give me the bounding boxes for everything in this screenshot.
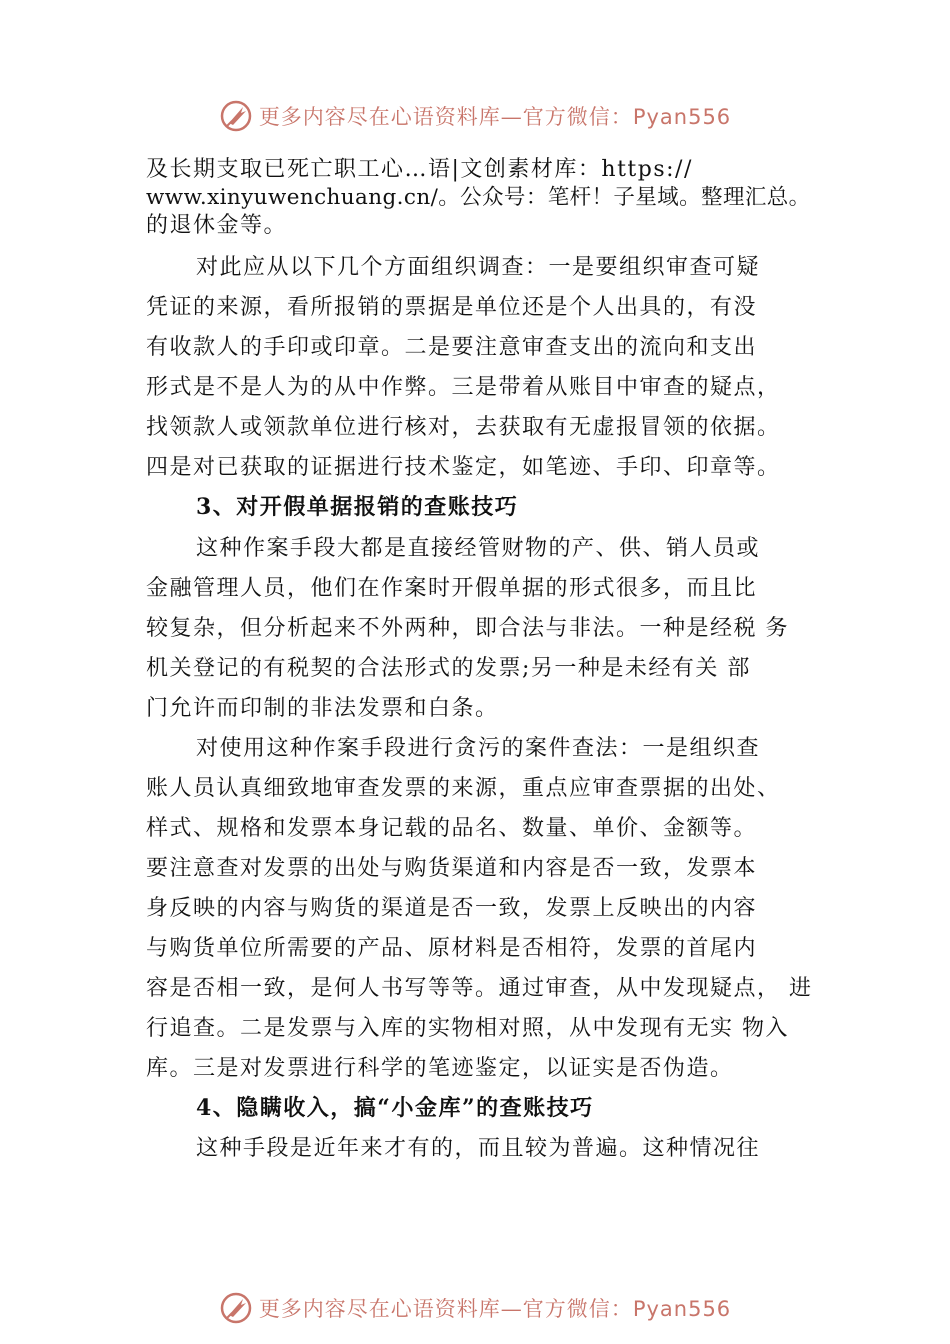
text-line: 找领款人或领款单位进行核对，去获取有无虚报冒领的依据。	[146, 415, 781, 440]
text-line: 门允许而印制的非法发票和白条。	[146, 696, 499, 721]
banner-text: 更多内容尽在心语资料库—官方微信：Pyan556	[258, 105, 732, 129]
text-line: 行追查。二是发票与入库的实物相对照，从中发现有无实 物入	[146, 1016, 789, 1041]
paragraph-line: 这种手段是近年来才有的，而且较为普遍。这种情况往	[196, 1136, 761, 1161]
text-line: 样式、规格和发票本身记载的品名、数量、单价、金额等。	[146, 816, 758, 841]
text-line: 四是对已获取的证据进行技术鉴定，如笔迹、手印、印章等。	[146, 455, 781, 480]
text-line: 的退休金等。	[146, 213, 288, 238]
text-line: 与购货单位所需要的产品、原材料是否相符，发票的首尾内	[146, 936, 758, 961]
quill-logo-icon	[219, 1291, 253, 1325]
text-line: 凭证的来源，看所报销的票据是单位还是个人出具的，有没	[146, 295, 758, 320]
paragraph-line: 这种作案手段大都是直接经管财物的产、供、销人员或	[196, 536, 761, 561]
banner-text: 更多内容尽在心语资料库—官方微信：Pyan556	[258, 1297, 732, 1321]
wechat-id: Pyan556	[632, 105, 732, 129]
text-line: www.xinyuwenchuang.cn/。公众号：笔杆！子星域。整理汇总。	[146, 185, 811, 210]
paragraph-line: 对此应从以下几个方面组织调查：一是要组织审查可疑	[196, 255, 761, 280]
wechat-id: Pyan556	[632, 1297, 732, 1321]
text-line: 容是否相一致，是何人书写等等。通过审查，从中发现疑点， 进	[146, 976, 813, 1001]
footer-watermark	[0, 1286, 950, 1330]
text-line: 较复杂，但分析起来不外两种，即合法与非法。一种是经税 务	[146, 616, 789, 641]
text-line: 有收款人的手印或印章。二是要注意审查支出的流向和支出	[146, 335, 758, 360]
paragraph-line: 对使用这种作案手段进行贪污的案件查法：一是组织查	[196, 736, 761, 761]
text-line: 金融管理人员，他们在作案时开假单据的形式很多，而且比	[146, 576, 758, 601]
section-heading: 4、隐瞒收入，搞“小金库”的查账技巧	[196, 1095, 594, 1121]
text-line: 身反映的内容与购货的渠道是否一致，发票上反映出的内容	[146, 896, 758, 921]
text-line: 及长期支取已死亡职工心…语|文创素材库：https://	[146, 157, 693, 182]
text-line: 机关登记的有税契的合法形式的发票;另一种是未经有关 部	[146, 656, 751, 681]
section-heading: 3、对开假单据报销的查账技巧	[196, 494, 519, 520]
text-line: 库。三是对发票进行科学的笔迹鉴定，以证实是否伪造。	[146, 1056, 734, 1081]
header-watermark	[0, 94, 950, 138]
text-line: 账人员认真细致地审查发票的来源，重点应审查票据的出处、	[146, 776, 781, 801]
text-line: 要注意查对发票的出处与购货渠道和内容是否一致，发票本	[146, 856, 758, 881]
quill-logo-icon	[219, 99, 253, 133]
text-line: 形式是不是人为的从中作弊。三是带着从账目中审查的疑点，	[146, 375, 781, 400]
